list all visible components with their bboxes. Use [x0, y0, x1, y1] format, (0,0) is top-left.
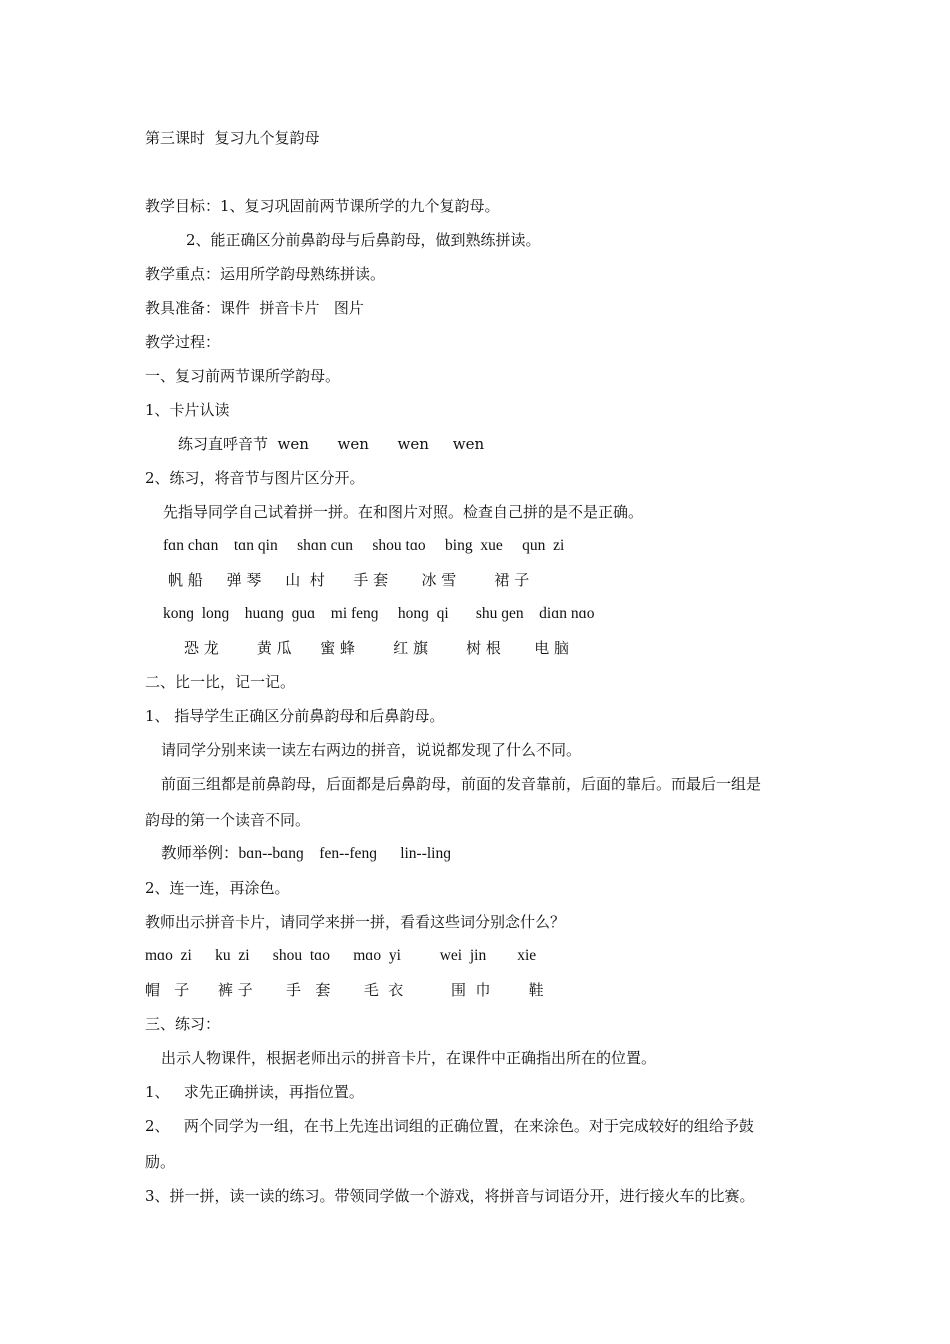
section-1-heading: 一、复习前两节课所学韵母。	[145, 367, 341, 385]
step-2-1: 1、 指导学生正确区分前鼻韵母和后鼻韵母。	[145, 707, 445, 725]
pinyin-row-3: mɑo zi ku zi shou tɑo mɑo yi wei jin xie	[145, 947, 537, 964]
step-2-1-explain-a: 前面三组都是前鼻韵母，后面都是后鼻韵母，前面的发音靠前，后面的靠后。而最后一组是	[161, 775, 762, 793]
hanzi-row-2: 恐 龙 黄 瓜 蜜 蜂 红 旗 树 根 电 脑	[184, 639, 570, 657]
section-2-heading: 二、比一比，记一记。	[145, 673, 296, 691]
hanzi-row-3: 帽 子 裤 子 手 套 毛 衣 围 巾 鞋	[145, 981, 544, 999]
step-3-intro: 出示人物课件，根据老师出示的拼音卡片，在课件中正确指出所在的位置。	[161, 1049, 657, 1067]
step-2-2: 2、连一连，再涂色。	[145, 879, 290, 897]
step-1-1-detail: 练习直呼音节 wen wen wen wen	[178, 435, 485, 453]
step-1-1: 1、卡片认读	[145, 401, 230, 419]
step-2-1-explain-b: 韵母的第一个读音不同。	[145, 811, 311, 829]
teaching-goal-1: 教学目标：1、复习巩固前两节课所学的九个复韵母。	[145, 197, 500, 215]
teaching-goal-2: 2、能正确区分前鼻韵母与后鼻韵母，做到熟练拼读。	[186, 231, 541, 249]
step-2-2-detail: 教师出示拼音卡片，请同学来拼一拼，看看这些词分别念什么？	[145, 913, 566, 931]
teaching-process-heading: 教学过程：	[145, 333, 221, 351]
step-3-2a: 2、 两个同学为一组，在书上先连出词组的正确位置，在来涂色。对于完成较好的组给予鼓	[145, 1117, 754, 1135]
pinyin-row-1: fɑn chɑn tɑn qin shɑn cun shou tɑo bing xue qun zi	[163, 537, 565, 554]
step-1-2-detail: 先指导同学自己试着拼一拼。在和图片对照。检查自己拼的是不是正确。	[163, 503, 644, 521]
pinyin-row-2: konɡ lonɡ huɑnɡ ɡuɑ mi fenɡ honɡ qi shu ɡen diɑn nɑo	[163, 605, 595, 622]
lesson-title: 第三课时 复习九个复韵母	[145, 129, 320, 147]
step-3-1: 1、 求先正确拼读，再指位置。	[145, 1083, 364, 1101]
section-3-heading: 三、练习：	[145, 1015, 221, 1033]
hanzi-row-1: 帆 船 弹 琴 山 村 手 套 冰 雪 裙 子	[168, 571, 530, 589]
step-2-1-example: 教师举例：bɑn--bɑnɡ fen--fenɡ lin--linɡ	[161, 845, 451, 862]
teaching-materials: 教具准备：课件 拼音卡片 图片	[145, 299, 364, 317]
step-1-2: 2、练习，将音节与图片区分开。	[145, 469, 365, 487]
step-3-2b: 励。	[145, 1153, 176, 1171]
step-2-1-detail: 请同学分别来读一读左右两边的拼音，说说都发现了什么不同。	[161, 741, 582, 759]
teaching-key-point: 教学重点：运用所学韵母熟练拼读。	[145, 265, 386, 283]
step-3-3: 3、拼一拼，读一读的练习。带领同学做一个游戏，将拼音与词语分开，进行接火车的比赛。	[145, 1187, 755, 1205]
